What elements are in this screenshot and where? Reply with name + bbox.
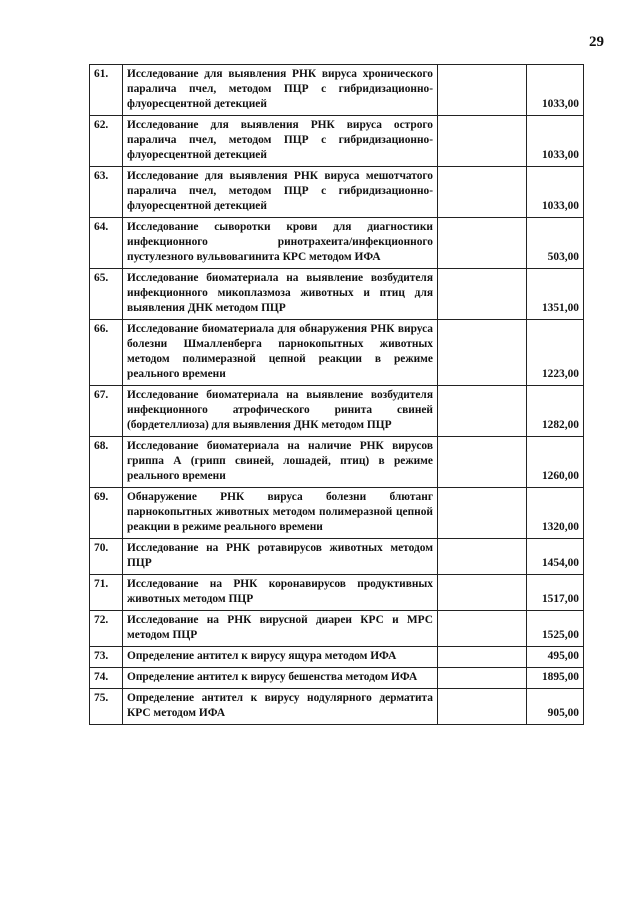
- row-price: 1895,00: [527, 668, 584, 689]
- row-number: 69.: [90, 488, 123, 539]
- row-description: Определение антител к вирусу бешенства методом ИФА: [123, 668, 438, 689]
- row-price: 1033,00: [527, 167, 584, 218]
- table-row: [90, 689, 584, 725]
- page-number: 29: [589, 34, 604, 50]
- row-empty-cell: [438, 65, 527, 116]
- row-number: 72.: [90, 611, 123, 647]
- table-row: [90, 269, 584, 320]
- row-empty-cell: [438, 668, 527, 689]
- row-number: 75.: [90, 689, 123, 725]
- row-number: 71.: [90, 575, 123, 611]
- row-description: Исследование для выявления РНК вируса мешотчатого паралича пчел, методом ПЦР с гибридизационно-флуоресцентной детекцией: [123, 167, 438, 218]
- row-number: 67.: [90, 386, 123, 437]
- table-row: [90, 437, 584, 488]
- row-price: 905,00: [527, 689, 584, 725]
- row-empty-cell: [438, 269, 527, 320]
- row-price: 1260,00: [527, 437, 584, 488]
- row-number: 64.: [90, 218, 123, 269]
- row-description: Исследование биоматериала на выявление возбудителя инфекционного микоплазмоза животных и птиц для выявления ДНК методом ПЦР: [123, 269, 438, 320]
- row-description: Исследование биоматериала на наличие РНК вирусов гриппа А (грипп свиней, лошадей, птиц) в режиме реального времени: [123, 437, 438, 488]
- table-row: [90, 167, 584, 218]
- row-description: Исследование сыворотки крови для диагностики инфекционного ринотрахеита/инфекционного пустулезного вульвовагинита КРС методом ИФА: [123, 218, 438, 269]
- row-description: Исследование на РНК коронавирусов продуктивных животных методом ПЦР: [123, 575, 438, 611]
- row-price: 1525,00: [527, 611, 584, 647]
- row-number: 66.: [90, 320, 123, 386]
- row-price: 1454,00: [527, 539, 584, 575]
- row-empty-cell: [438, 689, 527, 725]
- table-row: [90, 668, 584, 689]
- row-empty-cell: [438, 116, 527, 167]
- table-row: [90, 65, 584, 116]
- table-row: [90, 647, 584, 668]
- table-row: [90, 320, 584, 386]
- row-price: 495,00: [527, 647, 584, 668]
- row-empty-cell: [438, 167, 527, 218]
- row-empty-cell: [438, 218, 527, 269]
- row-empty-cell: [438, 647, 527, 668]
- row-description: Исследование биоматериала на выявление возбудителя инфекционного атрофического ринита свиней (бордетеллиоза) для выявления ДНК методом ПЦР: [123, 386, 438, 437]
- row-number: 70.: [90, 539, 123, 575]
- row-number: 61.: [90, 65, 123, 116]
- table-row: [90, 539, 584, 575]
- row-number: 65.: [90, 269, 123, 320]
- row-empty-cell: [438, 488, 527, 539]
- row-number: 63.: [90, 167, 123, 218]
- row-description: Исследование для выявления РНК вируса хронического паралича пчел, методом ПЦР с гибридизационно-флуоресцентной детекцией: [123, 65, 438, 116]
- price-table: [89, 64, 584, 725]
- table-row: [90, 488, 584, 539]
- row-price: 1282,00: [527, 386, 584, 437]
- row-price: 1517,00: [527, 575, 584, 611]
- row-price: 1320,00: [527, 488, 584, 539]
- table-row: [90, 116, 584, 167]
- table-row: [90, 575, 584, 611]
- row-description: Исследование на РНК ротавирусов животных методом ПЦР: [123, 539, 438, 575]
- row-price: 1033,00: [527, 116, 584, 167]
- row-number: 73.: [90, 647, 123, 668]
- row-number: 62.: [90, 116, 123, 167]
- row-price: 1033,00: [527, 65, 584, 116]
- row-price: 1223,00: [527, 320, 584, 386]
- row-empty-cell: [438, 539, 527, 575]
- row-empty-cell: [438, 386, 527, 437]
- row-description: Исследование для выявления РНК вируса острого паралича пчел, методом ПЦР с гибридизационно-флуоресцентной детекцией: [123, 116, 438, 167]
- table-row: [90, 611, 584, 647]
- row-number: 68.: [90, 437, 123, 488]
- row-description: Исследование на РНК вирусной диареи КРС и МРС методом ПЦР: [123, 611, 438, 647]
- row-description: Обнаружение РНК вируса болезни блютанг парнокопытных животных методом полимеразной цепной реакции в режиме реального времени: [123, 488, 438, 539]
- row-description: Определение антител к вирусу нодулярного дерматита КРС методом ИФА: [123, 689, 438, 725]
- row-number: 74.: [90, 668, 123, 689]
- row-empty-cell: [438, 437, 527, 488]
- row-empty-cell: [438, 611, 527, 647]
- table-row: [90, 218, 584, 269]
- row-description: Исследование биоматериала для обнаружения РНК вируса болезни Шмалленберга парнокопытных животных методом полимеразной цепной реакции в режиме реального времени: [123, 320, 438, 386]
- table-row: [90, 386, 584, 437]
- row-empty-cell: [438, 575, 527, 611]
- row-description: Определение антител к вирусу ящура методом ИФА: [123, 647, 438, 668]
- row-price: 1351,00: [527, 269, 584, 320]
- row-price: 503,00: [527, 218, 584, 269]
- row-empty-cell: [438, 320, 527, 386]
